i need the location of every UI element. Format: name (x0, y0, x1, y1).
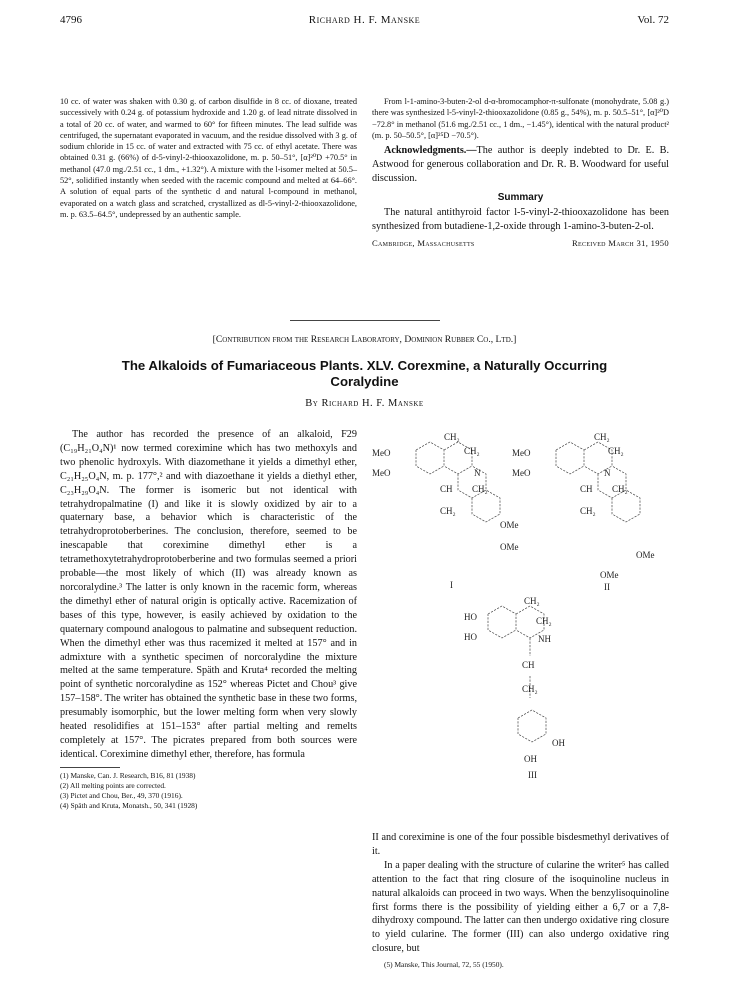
structure-I-label: I (450, 580, 453, 590)
structure-I-ch2-top: CH₂ (444, 432, 460, 442)
structure-III-ch2-top: CH₂ (524, 596, 540, 606)
structure-II (512, 432, 655, 592)
title-line-1: The Alkaloids of Fumariaceous Plants. XLV. Corexmine, a Naturally Occurring (121, 358, 608, 373)
structure-II-ome-2: OMe (600, 570, 619, 580)
structure-III-ho-1: HO (464, 612, 477, 622)
structure-II-ch2-top: CH₂ (594, 432, 610, 442)
structure-I-ome-1: OMe (500, 520, 519, 530)
structure-I-n: N (474, 468, 481, 478)
summary-heading: Summary (497, 191, 544, 203)
running-author: Richard H. F. Manske (308, 14, 421, 26)
structure-III-ch2-right: CH₂ (536, 616, 552, 626)
structure-I-ch2-low: CH₂ (440, 506, 456, 516)
structure-II-ome-1: OMe (636, 550, 655, 560)
main-left-column (60, 428, 357, 812)
structure-I-ch2-bridge: CH₂ (472, 484, 488, 494)
affiliation: Cambridge, Massachusetts (372, 238, 475, 249)
structure-I-ch: CH (440, 484, 453, 494)
structure-I-ch2-right: CH₂ (464, 446, 480, 456)
summary-text: The natural antithyroid factor l-5-vinyl-2-thiooxazolidone has been synthesized from butadiene-1,2-oxide through 1-amino-3-buten-2-ol. (372, 207, 669, 233)
footnote-4: (4) Späth and Kruta, Monatsh., 50, 341 (1928) (60, 801, 198, 811)
structure-II-ch2-bridge: CH₂ (612, 484, 628, 494)
received-date: Received March 31, 1950 (572, 238, 669, 249)
structure-I-meo-1: MeO (372, 448, 391, 458)
contribution-line: [Contribution from the Research Laboratory, Dominion Rubber Co., Ltd.] (212, 334, 517, 345)
structure-II-meo-1: MeO (512, 448, 531, 458)
volume-number: Vol. 72 (637, 14, 669, 26)
main-paragraph-1: The author has recorded the presence of an alkaloid, F29 (C₁₉H₂₁O₄N)¹ now termed coreximine which has two methoxyls and two phenolic hydroxyls. With diazomethane it yields a dimethyl ether, C₂₁H₂₅O₄N, m. p. 177°,² and with diazoethane it yields a diethyl ether, C₂₃H₂₉O₄N. The former is isomeric but not identical with tetrahydropalmatine (I) and like it is slowly oxidized by air to a quaternary base, a behavior which is characteristic of the tetrahydroprotoberberines. The conclusion, therefore, seemed to be inescapable that coreximine dimethyl ether is a tetramethoxytetrahydroprotoberberine and two formulas seemed a priori probable—the most likely of which (II) was already known as norcoralydine.³ The latter is only known in the racemic form, whereas the dimethyl ether of natural origin is optically active. Racemization of bases of this type, however, is easily achieved by oxidation to the quaternary compound analogous to palmatine and subsequent reduction. When the dimethyl ether was thus racemized it melted at 157° and in admixture with a synthetic specimen of norcoralydine the mixture melted at the same temperature. Späth and Kruta⁴ recorded the melting point of synthetic norcoralydine as 152° whereas Pictet and Chou³ give 157–158°. The writer has obtained the synthetic base in these two forms, presumably isomorphic, but the lower melting form when very slowly heated resolidifies at 151–153° after partial melting and remelts completely at 157°. The picrates prepared from both sources were identical. Coreximine dimethyl ether, therefore, has formula (60, 429, 357, 760)
footnote-5: (5) Manske, This Journal, 72, 55 (1950). (384, 960, 504, 970)
structure-III-oh-1: OH (552, 738, 565, 748)
running-header (60, 14, 669, 32)
previous-article-synthesis-text: From l-1-amino-3-buten-2-ol d-α-bromocamphor-π-sulfonate (monohydrate, 5.08 g.) there was synthesized l-5-vinyl-2-thiooxazolidone (0.85 g., 54%), m. p. 50.5–51°, [α]²⁰D −72.8° in methanol (51.6 mg./2.51 cc., 1 dm., −1.45°), identical with the natural product² (m. p. 50–50.5°, [α]²⁵D −70.5°). (372, 97, 669, 140)
structure-III-ch: CH (522, 660, 535, 670)
article-separator-rule (290, 320, 440, 321)
structure-III-oh-2: OH (524, 754, 537, 764)
article-title (60, 358, 669, 390)
structure-II-label: II (604, 582, 610, 592)
title-line-2: Coralydine (330, 374, 399, 389)
structure-I-ome-2: OMe (500, 542, 519, 552)
structure-III-ho-2: HO (464, 632, 477, 642)
page-number: 4796 (60, 14, 82, 26)
footnote-1: (1) Manske, Can. J. Research, B16, 81 (1938) (60, 770, 196, 780)
affiliation-line (372, 238, 669, 249)
main-right-paragraph-1: II and coreximine is one of the four possible bisdesmethyl derivatives of it. (372, 832, 669, 857)
structure-III-label: III (528, 770, 537, 780)
previous-article-left-column (60, 96, 357, 220)
footnote-3: (3) Pictet and Chou, Ber., 49, 370 (1916). (60, 791, 183, 801)
structure-II-meo-2: MeO (512, 468, 531, 478)
byline: By Richard H. F. Manske (305, 398, 424, 409)
structure-II-ch: CH (580, 484, 593, 494)
main-right-column (372, 831, 669, 970)
structural-formulas (368, 428, 673, 828)
structure-II-n: N (604, 468, 611, 478)
footnotes (60, 771, 357, 812)
structure-II-ch2-right: CH₂ (608, 446, 624, 456)
structure-I (372, 432, 519, 590)
structure-III (464, 596, 565, 780)
previous-article-right-column (372, 96, 669, 249)
structure-II-ch2-low: CH₂ (580, 506, 596, 516)
acknowledgments (372, 144, 669, 186)
acknowledgments-text: The author is deeply indebted to Dr. E. B. Astwood for generous collaboration and Dr. R. B. Woodward for useful discussion. (372, 145, 669, 184)
main-right-paragraph-2: In a paper dealing with the structure of cularine the writer⁵ has called attention to the fact that ring closure of the isoquinoline nucleus in natural alkaloids can proceed in two ways. When the benzylisoquinoline first forms there is the possibility of yielding either a 6,7 or a 7,8-dihydroxy compound. The latter can then undergo oxidative ring closure to yield cularine. The former (III) can also undergo oxidative ring closure, but (372, 859, 669, 955)
structure-III-ch2-bridge: CH₂ (522, 684, 538, 694)
acknowledgments-heading: Acknowledgments.— (384, 145, 477, 157)
structure-I-meo-2: MeO (372, 468, 391, 478)
previous-article-experimental-text: 10 cc. of water was shaken with 0.30 g. of carbon disulfide in 8 cc. of dioxane, treated successively with 0.24 g. of potassium hydroxide and 1.20 g. of lead nitrate dissolved in a total of 20 cc. of water, and warmed to 60° for fifteen minutes. The lead sulfide was centrifuged, the supernatant evaporated in vacuum, and the residue dissolved with 3 g. of sodium chloride in 15 cc. of water and extracted with 75 cc. of ethyl acetate. There was obtained 0.31 g. (66%) of d-5-vinyl-2-thiooxazolidone, m. p. 50–51°, [α]²⁰D +70.5° in methanol (47.0 mg./2.51 cc., 1 dm., +1.32°). A mixture with the l-isomer melted at 50.5–52°, solidified instantly when seeded with the racemic compound and melted at 64–66°. A solution of equal parts of the synthetic d and natural l-compound in methanol, evaporated on a watch glass and scratched, crystallized as dl-5-vinyl-2-thiooxazolidone, m. p. 63.5–64.5°, undepressed by an authentic sample. (60, 97, 357, 219)
structure-III-nh: NH (538, 634, 551, 644)
footnote-rule (60, 767, 120, 768)
footnote-2: (2) All melting points are corrected. (60, 780, 166, 790)
